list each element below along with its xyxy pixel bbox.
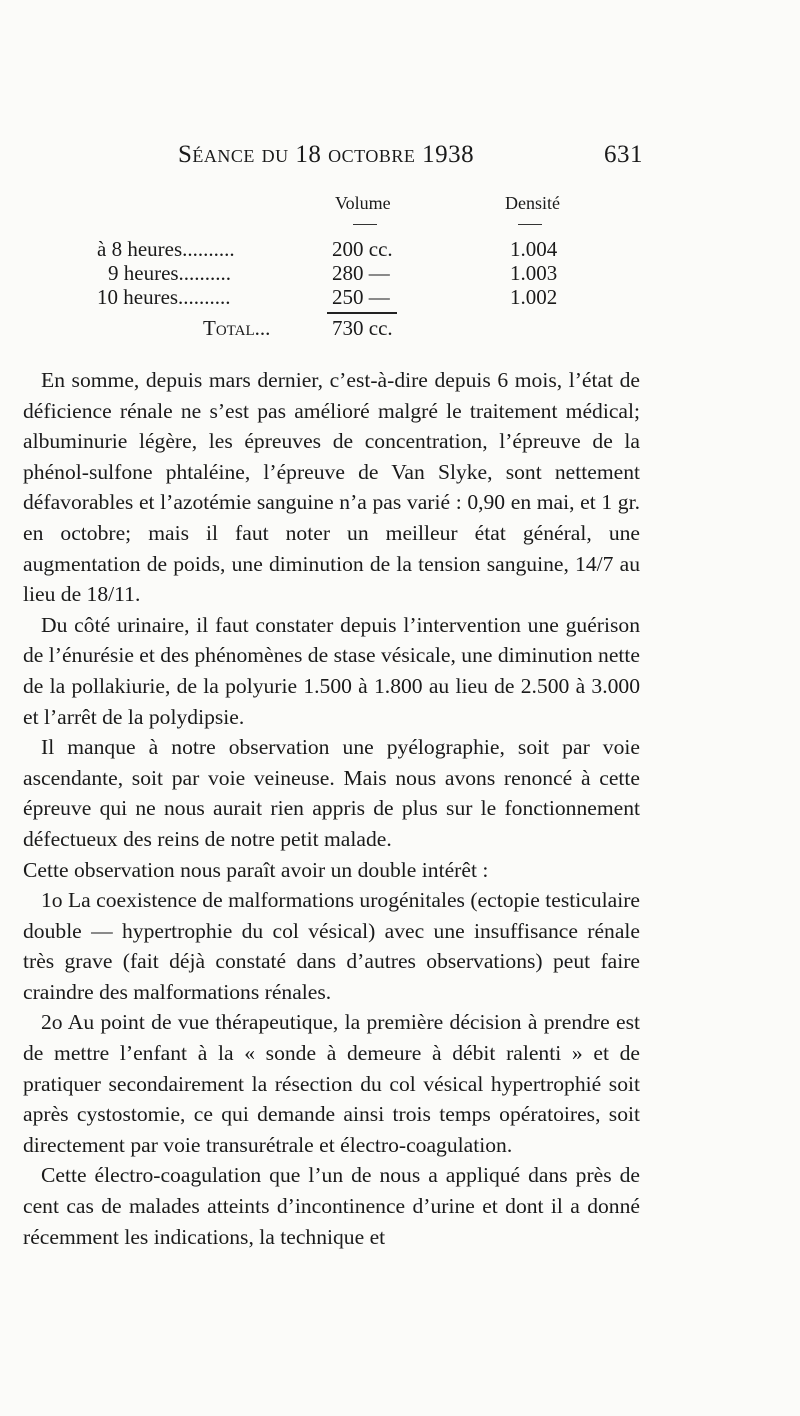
row-density: 1.003: [510, 261, 558, 285]
total-rule: [327, 312, 397, 314]
table-total-row: [0, 316, 800, 342]
header-title-prefix: Séance du: [178, 141, 289, 168]
table-header-row: [0, 193, 800, 219]
table-row: [0, 261, 800, 287]
paragraph: 2o Au point de vue thérapeutique, la première décision à prendre est de mettre l’enfant à la « sonde à demeure à débit ralenti » et de pratiquer secondairement la résection du col vésical hypertrophié soit après cystostomie, ce qui demande ainsi trois temps opératoires, soit directement par voie transurétrale et électro-coagulation.: [23, 1010, 640, 1157]
paragraph: Cette électro-coagulation que l’un de nous a appliqué dans près de cent cas de malades atteints d’incontinence d’urine et dont il a donné récemment les indications, la technique et: [23, 1163, 640, 1249]
header-title: [178, 141, 474, 169]
col-dash-volume: [353, 224, 377, 225]
page-number: 631: [604, 141, 643, 168]
table-row: [0, 285, 800, 311]
row-label: 10 heures..........: [97, 285, 231, 309]
paragraph: Du côté urinaire, il faut constater depuis l’intervention une guérison de l’énurésie et des phénomènes de stase vésicale, une diminution nette de la pollakiurie, de la polyurie 1.500 à 1.800 au lieu de 2.500 à 3.000 et l’arrêt de la polydipsie.: [23, 612, 641, 729]
col-header-volume: Volume: [335, 193, 391, 213]
total-label: Total...: [203, 316, 271, 340]
header-title-year: 1938: [422, 141, 475, 168]
paragraph: En somme, depuis mars dernier, c’est-à-dire depuis 6 mois, l’état de déficience rénale ne s’est pas amélioré malgré le traitement médical; albuminurie légère, les épreuves de concentration, l’épreuve de la phénol-sulfone phtaléine, l’épreuve de Van Slyke, sont nettement défavorables et l’azotémie sanguine n’a pas varié : 0,90 en mai, et 1 gr. en octobre; mais il faut noter un meilleur état général, une augmentation de poids, une diminution de la tension sanguine, 14/7 au lieu de 18/11.: [23, 368, 640, 607]
col-dash-density: [518, 224, 542, 225]
row-label: à 8 heures..........: [97, 237, 235, 261]
row-volume: 200 cc.: [332, 237, 393, 261]
row-label: 9 heures..........: [108, 261, 232, 285]
col-header-density: Densité: [505, 193, 560, 213]
paragraph: Il manque à notre observation une pyélographie, soit par voie ascendante, soit par voie veineuse. Mais nous avons renoncé à cette épreuve qui ne nous aurait rien appris de plus sur le fonctionnement défectueux des reins de notre petit malade.: [23, 735, 640, 851]
paragraph: 1o La coexistence de malformations urogénitales (ectopie testiculaire double — hypertrophie du col vésical) avec une insuffisance rénale très grave (fait déjà constaté dans d’autres observations) peut faire craindre des malformations rénales.: [23, 888, 640, 1004]
header-title-number: 18: [295, 141, 322, 168]
row-density: 1.004: [510, 237, 558, 261]
total-volume: 730 cc.: [332, 316, 393, 340]
body-text: [23, 365, 640, 1252]
paragraph: Cette observation nous paraît avoir un double intérêt :: [23, 857, 489, 882]
row-density: 1.002: [510, 285, 558, 309]
header-title-month: octobre: [328, 141, 416, 168]
row-volume: 280 —: [332, 261, 390, 285]
row-volume: 250 —: [332, 285, 390, 309]
table-row: [0, 237, 800, 263]
